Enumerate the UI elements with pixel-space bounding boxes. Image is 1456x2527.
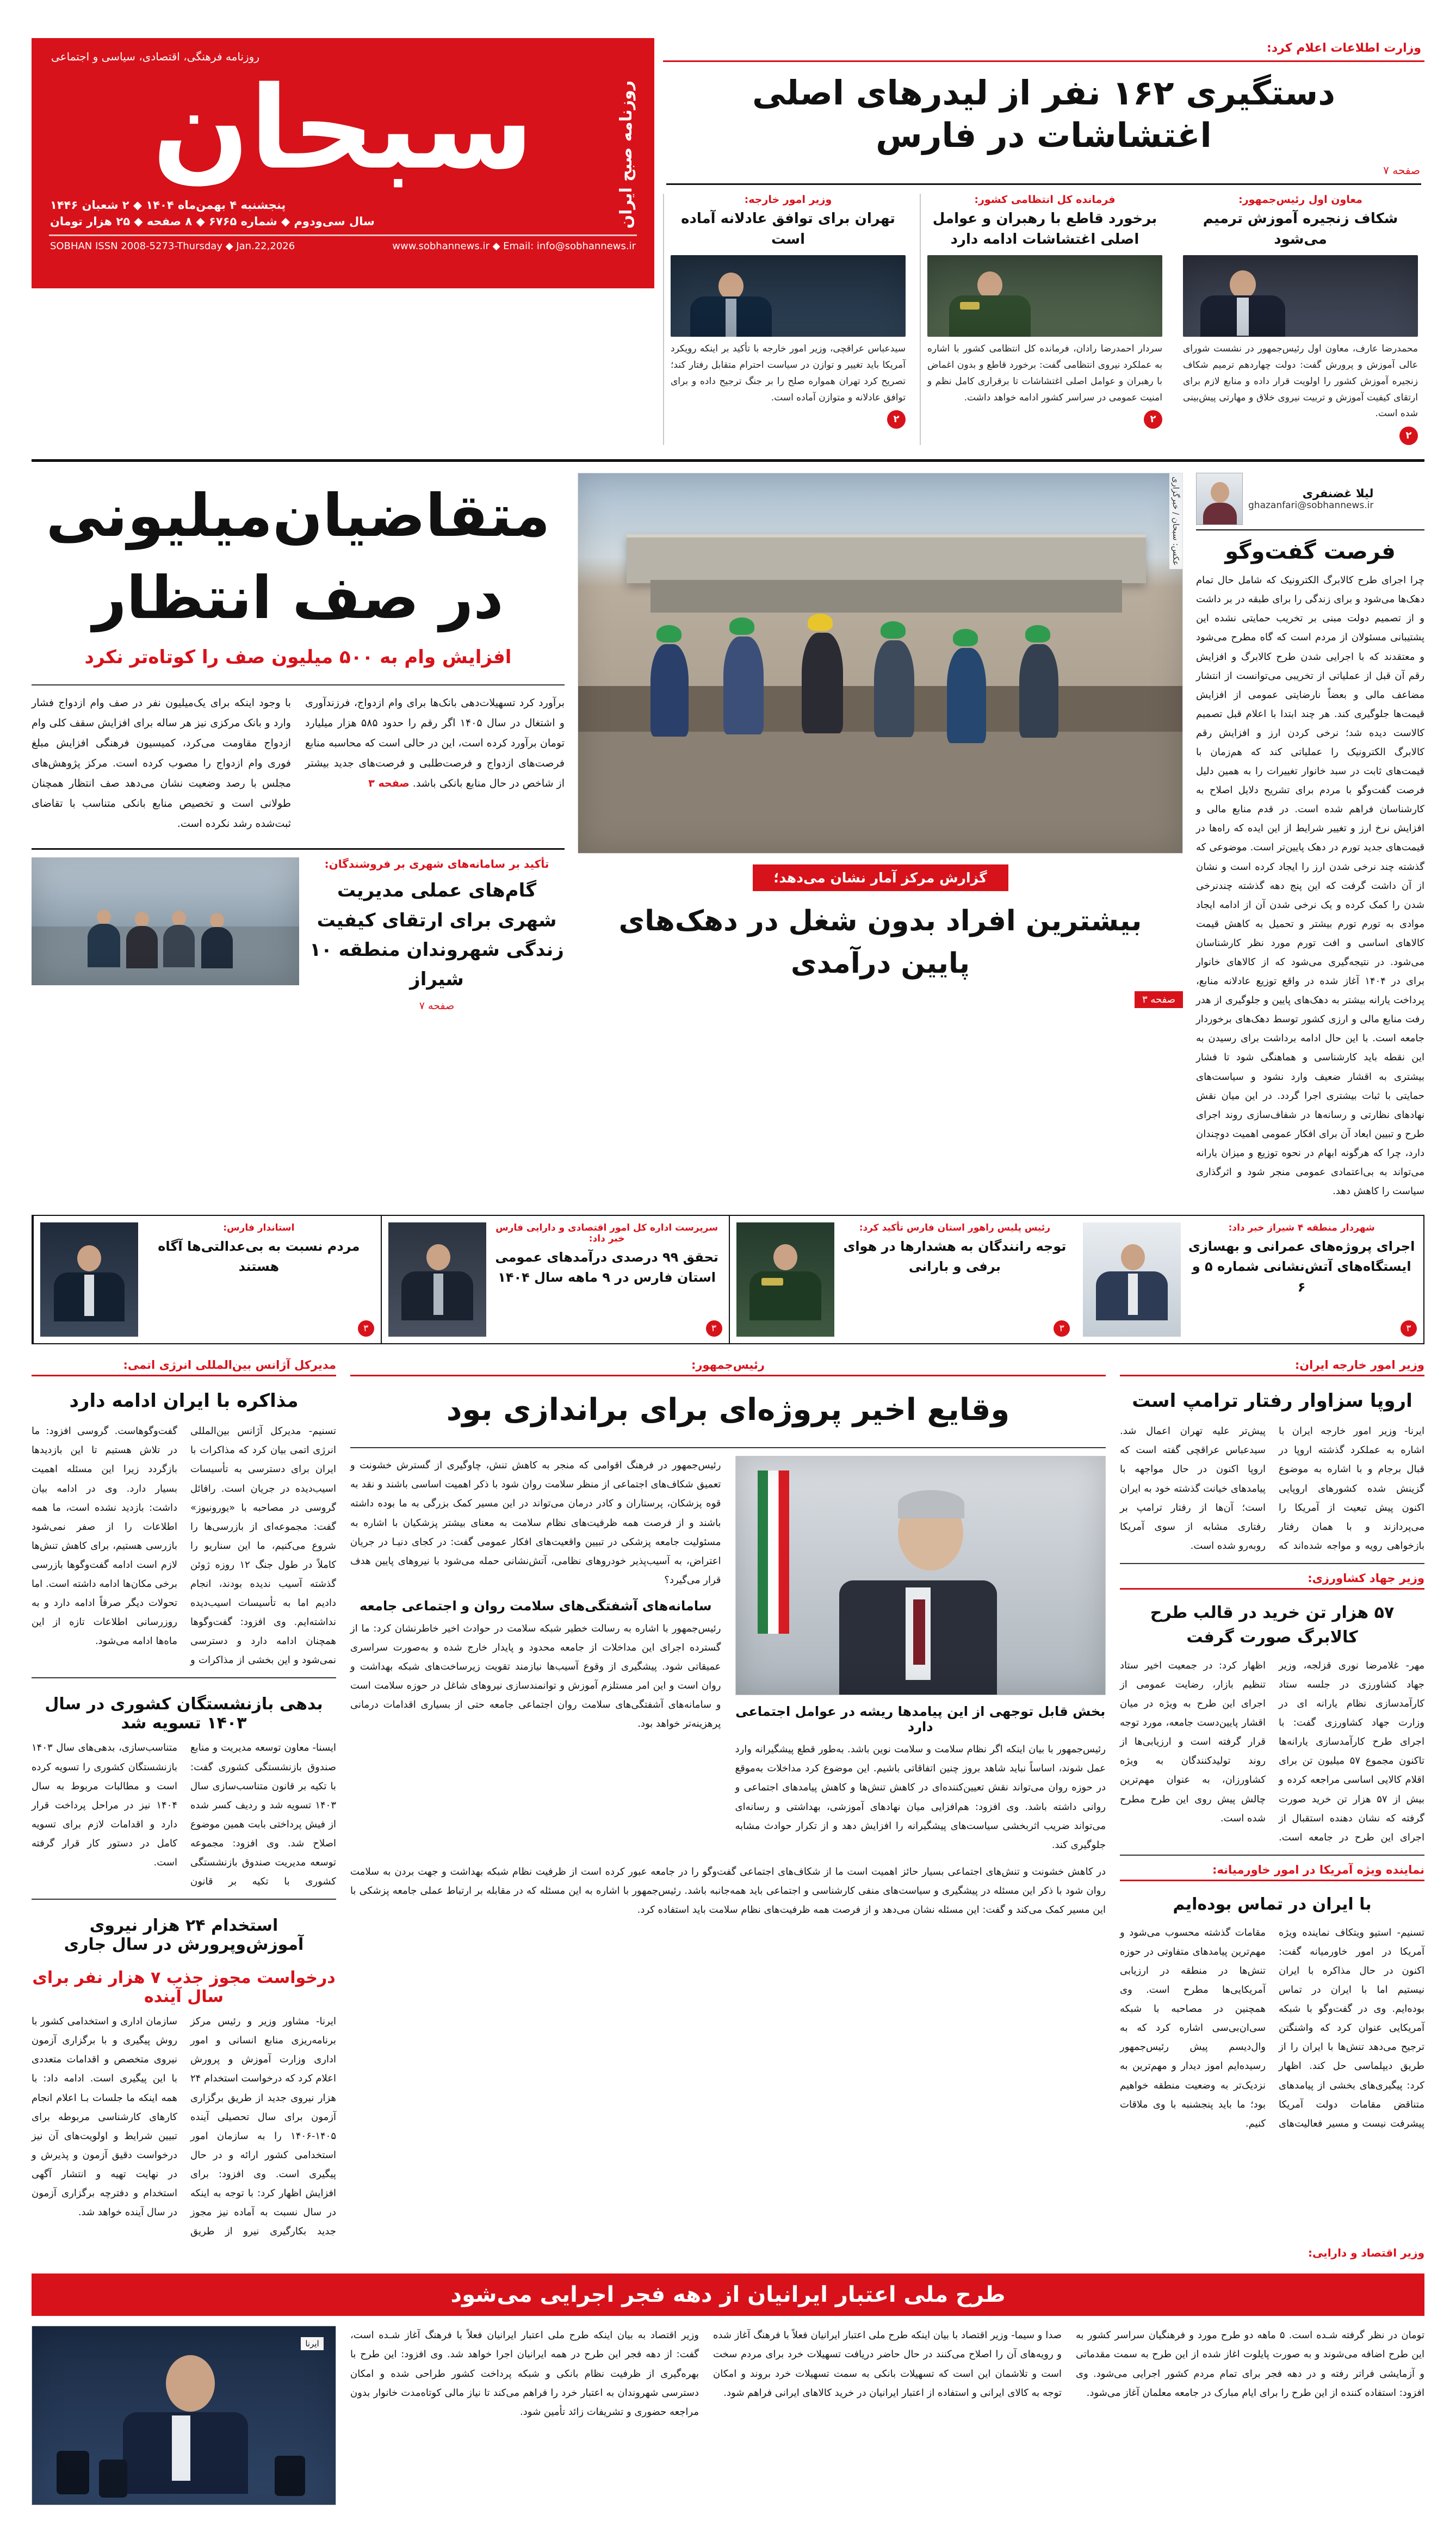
brief-title[interactable]: برخورد قاطع با رهبران و عوامل اصلی اغتشاشات ادامه دارد — [932, 211, 1157, 248]
brief-title[interactable]: تهران برای توافق عادلانه آماده است — [681, 211, 895, 248]
strip-item — [1076, 1216, 1423, 1343]
bl-item-label-1: وزیر جهاد کشاورزی: — [1120, 1572, 1424, 1590]
strip-photo — [40, 1222, 138, 1337]
brief-title[interactable]: شکاف زنجیره آموزش ترمیم می‌شود — [1203, 211, 1398, 248]
opinion-email[interactable]: ghazanfari@sobhannews.ir — [1248, 500, 1374, 511]
brief-photo — [1183, 255, 1418, 337]
lead-page-ref[interactable]: صفحه ۷ — [1383, 164, 1420, 177]
main-body-page-ref[interactable]: صفحه ۳ — [368, 777, 410, 790]
bm-sub2-body: رئیس‌جمهور با بیان اینکه اگر نظام سلامت و سلامت نوین باشد. به‌طور قطع پیشگیرانه وارد عمل شوند، اساساً نباید شاهد بروز چنین اتفاقاتی باشیم. این موضوع کرد مداخلات به‌موقع در حوزه روان می‌تواند نقش تعیین‌کننده‌ای در کاهش تنش‌ها و کاهش پیامدهای اجتماعی و روانی داشته باشد. وی افزود: هم‌افزایی میان نهادهای آموزشی، بهداشتی و رسانه‌ای می‌تواند ضریب اثربخشی سیاست‌های پیشگیرانه را افزایش دهد و از تکرار حوادث مشابه جلوگیری کند. — [735, 1744, 1106, 1851]
bl-item-title-1[interactable]: ۵۷ هزار تن خرید در قالب طرح کالابرگ صورت گرفت — [1150, 1603, 1395, 1647]
brief-item — [663, 194, 912, 445]
masthead — [32, 38, 654, 288]
brief-kicker: معاون اول رئیس‌جمهور: — [1238, 194, 1362, 206]
urban-kicker: تأکید بر سامانه‌های شهری بر فروشندگان: — [324, 857, 549, 871]
strip-item — [729, 1216, 1077, 1343]
report-headline[interactable]: بیشترین افراد بدون شغل در دهک‌های پایین درآمدی — [618, 905, 1142, 980]
urban-story — [32, 848, 565, 1012]
main-body-left: برآورد کرد تسهیلات‌دهی بانک‌ها برای وام ازدواج، فرزندآوری و اشتغال در سال ۱۴۰۵ اگر رقم را حدود ۵۸۵ هزار میلیارد تومان برآورد کرده است، این در حالی است که محاسبه منابع فرصت‌های ازدواج و فرصت‌طلبی و فرصت‌های جدید بیشتر از شاخص در حال منابع بانکی باشد. — [305, 696, 565, 790]
strip-title[interactable]: مردم نسبت به بی‌عدالتی‌ها آگاه هستند — [158, 1239, 360, 1275]
minister-press-photo — [32, 2326, 336, 2505]
bl-title[interactable]: اروپا سزاوار رفتار ترامپ است — [1132, 1390, 1412, 1412]
strip-photo — [736, 1222, 834, 1337]
bm-body-col2: در کاهش خشونت و تنش‌های اجتماعی بسیار حائز اهمیت است ما از شکاف‌های اجتماعی گفت‌وگو را در جامعه عبور کرده است از ظرفیت نظام شبکه بهداشت و جهت بردن به سلامت روان شود با ذکر این مسئله در پیشگیری و سیاست‌های منفی کارشناسی و اجتماعی باید همه‌جانبه باشد. رئیس‌جمهور با اشاره به این مسئله که در مقابله بر ارتباط عملی جامعه پزشکی با این مسیر کمک می‌کند و گفت: این مسئله نشان می‌دهد و از فرصت همه ظرفیت‌های نظام سلامت باید استفاده کرد. — [350, 1865, 1106, 1916]
strip-page-badge[interactable]: ۳ — [1401, 1320, 1417, 1337]
strip-page-badge[interactable]: ۳ — [358, 1320, 374, 1337]
brief-photo — [927, 255, 1162, 337]
bottom-mid-column — [350, 1358, 1106, 2241]
top-banner — [32, 38, 1424, 445]
opinion-author: لیلا غضنفری — [1302, 487, 1374, 501]
bottom-section — [32, 1358, 1424, 2241]
brief-columns — [663, 194, 1424, 445]
bm-divider — [350, 1447, 1106, 1448]
strip-photo — [388, 1222, 486, 1337]
masthead-date: پنجشنبه ۴ بهمن‌ماه ۱۴۰۴ ◆ ۲ شعبان ۱۴۴۶ — [50, 198, 286, 212]
masthead-website[interactable]: www.sobhannews.ir ◆ Email: info@sobhannews.ir — [392, 240, 636, 252]
br-item-title-2[interactable]: استخدام ۲۴ هزار نیروی آموزش‌وپرورش در سال جاری — [64, 1916, 304, 1955]
bm-section-label: رئیس‌جمهور: — [350, 1358, 1106, 1376]
br-divider-2 — [32, 1899, 336, 1900]
mid-section — [32, 473, 1424, 1201]
banner-col3: تومان در نظر گرفته شـده است. ۵ ماهه دو طرح مورد و فرهنگیان سراسر کشور به این طرح اضافه می‌شوند و به صورت پایلوت اغاز شده از این طرح به سمت مقدماتی و آزمایشی فراتر رفته و در دهه فجر برای تمام مردم کشور اجرایی می‌شود. وی افزود: استفاده کننده از این طرح را برای ایام مبارک در جامعه معلمان آغاز می‌شود. — [1076, 2330, 1424, 2399]
bl-body: ایرنا- وزیر امور خارجه ایران با اشاره به عملکرد گذشته اروپا در قبال برجام و با اشاره به موضوع گزینش شده کشورهای اروپایی اکنون پیش تبعیت از آمریکا را می‌پردازند و با همان رفتار بازخواهی رویه و مواجه شده‌اند که پیش‌تر علیه تهران اعمال شد. سیدعباس عراقچی گفته است که اروپا اکنون در حال مواجهه با پیامدهای خیانت گذشته خود به ایران است؛ آن‌ها از رفتار ترامپ بر رفتاری مشابه از سوی آمریکا روبه‌رو شده است. — [1120, 1425, 1424, 1552]
br-title[interactable]: مذاکره با ایران ادامه دارد — [69, 1390, 299, 1412]
brief-item — [920, 194, 1169, 445]
br-item-subtitle-2[interactable]: درخواست مجوز جذب ۷ هزار نفر برای سال آینده — [32, 1968, 336, 2007]
strip-title[interactable]: اجرای پروژه‌های عمرانی و بهسازی ایستگاه‌های آتش‌نشانی شماره ۵ و ۶ — [1188, 1239, 1415, 1295]
lead-kicker: وزارت اطلاعات اعلام کرد: — [663, 38, 1424, 62]
br-divider-1 — [32, 1677, 336, 1678]
brief-page-badge[interactable]: ۲ — [1399, 427, 1418, 445]
lead-divider — [666, 183, 1421, 185]
strip-title[interactable]: توجه رانندگان به هشدارها در هوای برفی و بارانی — [843, 1239, 1067, 1275]
strip-title[interactable]: تحقق ۹۹ درصدی درآمدهای عمومی استان فارس در ۹ ماهه سال ۱۴۰۴ — [495, 1250, 718, 1286]
main-headline-line1[interactable]: متقاضیان‌میلیونی — [46, 482, 550, 551]
main-body-right: با وجود اینکه برای یک‌میلیون نفر در صف وام ازدواج فشار وارد و بانک مرکزی نیز هر ساله برای افزایش سقف کلی وام ازدواج مقاومت می‌کرد، کمیسیون فرهنگی افزایش مبلغ فوری وام ازدواج را مصوب کرده است. مرکز پژوهش‌های مجلس با رصد وضعیت نشان می‌دهد صف انتظار همچنان طولانی است و تخصیص منابع بانکی متناسب با تقاضای ثبت‌شده رشد نکرده است. — [32, 696, 291, 830]
president-photo — [735, 1456, 1106, 1695]
banner-kicker: وزیر اقتصاد و دارایی: — [1308, 2246, 1424, 2260]
banner-title[interactable]: طرح ملی اعتبار ایرانیان از دهه فجر اجرایی می‌شود — [32, 2273, 1424, 2316]
brief-body: سردار احمدرضا رادان، فرمانده کل انتظامی کشور با اشاره به عملکرد نیروی انتظامی گفت: برخورد قاطع و بدون اغماض با رهبران و عوامل اصلی اغتشاشات تا برقراری کامل نظم و امنیت عمومی در سراسر کشور ادامه خواهد داشت. — [927, 343, 1162, 403]
photo-credit: عکس: سبحان / خبرگزاری — [1169, 473, 1182, 569]
section-divider — [32, 459, 1424, 462]
strip-kicker: استاندار فارس: — [223, 1222, 295, 1234]
masthead-divider — [49, 234, 637, 236]
br-item-body-1: ایسنا- معاون توسعه مدیریت و منابع صندوق بازنشستگی کشوری گفت: با تکیه بر قانون متناسب‌سازی سال ۱۴۰۳ تسویه شد و ردیف کسر شده از فیش پرداختی بابت همین موضوع اصلاح شد. وی افزود: مجموعه توسعه مدیریت صندوق بازنشستگی کشوری با تکیه بر قانون متناسب‌سازی، بدهی‌های سال ۱۴۰۳ بازنشستگان کشوری را تسویه کرده است و مطالبات مربوط به سال ۱۴۰۴ نیز در مراحل پرداخت قرار دارد و اقدامات لازم برای تسویه کامل در دستور کار قرار گرفته است. — [32, 1742, 336, 1888]
main-subhead: افزایش وام به ۵۰۰ میلیون صف را کوتاه‌تر نکرد — [84, 646, 512, 668]
strip-photo — [1083, 1222, 1181, 1337]
opinion-body: چرا اجرای طرح کالابرگ الکترونیک که شامل حال تمام دهک‌ها می‌شود و برای زندگی را برای طبقه در بر داشت و از تصمیم دولت مبنی بر تخریب حمایتی نشده این پشتیبانی مسئولان از مردم است که گاه مطرح می‌شود و معتقدند که با اجرایی شدن طرح کالابرگ و افزایش رقم آن قبل از عملیاتی از تخریبی می‌توانست از انتشار مضاعف مالی و بعضاً نارضایتی عمومی از افزایش قیمت‌ها جلوگیری کند. هر چند ابتدا با اعلام قبل تصمیم کالاست دیده شد؛ نرخی کردن ارز و افزایش رقم کالابرگ الکترونیک را عملیاتی کند که هم‌زمان با قیمت‌های ثابت در سبد خانوار تغییرات را به همین دلیل فرصت گفت‌وگو با مردم برای تشریح دلایل اصلاح به کارشناسان فراهم شده است. در قدم منابع مالی و افزایش نرخ ارز و تغییر شرایط از این ایده که راه‌ها در قیمت‌های جدید تورم در دهک پایین‌تر است. موضوعی که گذشته چند نرخی شدن ارز را ایجاد کرده است و نشان از آن داشت گرفت که این پنج دهه گذشته چندنرخی شدن را کمک کرده و یک نرخی شدن آن از ادامه ایجاد موادی به تورم تورم بیشتر و تحمیل به کاهش قیمت کالاهای اساسی و افت تورم مورد نظر کارشناسان می‌شود. در نتیجه‌گیری می‌شود که از کالاهای خانوار برای در ۱۴۰۴ آغاز شده در واقع توزیع عادلانه منابع، پرداخت یارانه بیشتر به دهک‌های پایین و جلوگیری از هدر رفت منابع مالی و ارزی کشور توسط دهک‌های برخوردار جامعه است. با این حال ادامه برداشت برای رسیدن به این نقطه باید کارشناسی و هماهنگی شود تا فشار بیشتری به اقشار ضعیف وارد نشود و سیاست‌های حمایتی با ثبات بیشتری اجرا گردد. در این میان نقش نهادهای نظارتی و رسانه‌ها در شفاف‌سازی روند اجرای طرح و تبیین ابعاد آن برای افکار عمومی اهمیت دوچندان دارد، چرا که هرگونه ابهام در نحوه توزیع و میزان یارانه می‌تواند به بی‌اعتمادی عمومی منجر شود و اثرگذاری سیاست را کاهش دهد. — [1196, 574, 1424, 1197]
opinion-title[interactable]: فرصت گفت‌وگو — [1225, 539, 1396, 565]
bottom-right-column — [32, 1358, 336, 2241]
lead-story-block — [654, 38, 1424, 445]
main-divider — [32, 684, 565, 685]
bl-divider-1 — [1120, 1563, 1424, 1564]
bm-sub1-body: رئیس‌جمهور با اشاره به رسالت خطیر شبکه سلامت در حوادث اخیر خاطرنشان کرد: ما از گسترده اجرای این مداخلات از جامعه محدود و پایدار خارج شده و به‌صورت سراسری عمیقاتی شود. پیشگیری از وقوع آسیب‌ها نیازمند تقویت زیرساخت‌های شبکه بهداشت و روان است و این امر مستلزم آموزش و توانمندسازی نیروهای شاغل در حوزه سلامت است و سامانه‌های آشفتگی‌های سلامت روان اجتماعی جامعه حتی از بسیاری اقدامات درمانی پرهزینه‌تر خواهد بود. — [350, 1622, 721, 1730]
bm-body-col1: رئیس‌جمهور در فرهنگ اقوامی که منجر به کاهش تنش، چاوگیری از گسترش خشونت و تعمیق شکاف‌های اجتماعی از منظر سلامت روان شود با ذکر اهمیت اساسی باشند و نقد به قوه پزشکان، پرستاران و کادر درمان می‌تواند در این مسیر کمک بزرگی به ما بوده داشته باشند و از فرصت همه ظرفیت‌های نظام سلامت به معنای بیشتر پزشکیان با اشاره به مسئولیت جامعه پزشکی در تبیین واقعیت‌های افکار عمومی گفت: در کجای دنیـا در جریان اعتراض، به آسیب‌پذیر خودروهای نظامی، آتش‌نشانی حمله می‌شود با نیروهای پایین هدف قرار می‌گیرد؟ — [350, 1460, 721, 1586]
brief-kicker: فرمانده کل انتظامی کشور: — [974, 194, 1116, 206]
main-story — [32, 473, 565, 1201]
br-item-body-2: ایرنا- مشاور وزیر و رئیس مرکز برنامه‌ریزی منابع انسانی و امور اداری وزارت آموزش و پرورش اعلام کرد که درخواست استخدام ۲۴ هزار نیروی جدید از طریق برگزاری آزمون برای سال تحصیلی آینده ۱۴۰۵-۱۴۰۶ را به سازمان امور استخدامی کشور ارائه و در حال پیگیری است. وی افزود: برای افزایش اظهار کرد: با توجه به اینکه در سال نسبت به آماده نیز مجوز جدید بکارگیری نیرو از طریق سازمان اداری و استخدامی کشور با روش پیگیری و با برگزاری آزمون نیروی متخصص و اقدامات متعددی با این پیگیری است. ادامه داد: با همه اینکه ما جلسات بـا اعلام انجام کارهای کارشناسی مربوطه برای تبیین شرایط و اولویت‌های آن نیز درخواست دقیق آزمون و پذیرش و در نهایت تهیه و انتشار آگهی استخدام و دفترچه برگزاری آزمون در سال آینده خواهد شد. — [32, 2016, 336, 2238]
bottom-left-column — [1120, 1358, 1424, 2241]
masthead-logo: سبحان — [152, 61, 534, 195]
brief-body: سیدعباس عراقچی، وزیر امور خارجه با تأکید بر اینکه رویکرد آمریکا باید تغییر و توازن در سیاست احترام متقابل رفتار کند؛ تصریح کرد تهران همواره صلح را بر جنگ ترجیح داده و برای توافق عادلانه و متوازن آماده است. — [671, 343, 906, 403]
photo-report-image — [578, 473, 1183, 854]
bl-item-label-2: نماینده ویژه آمریکا در امور خاورمیانه: — [1120, 1863, 1424, 1881]
strip-page-badge[interactable]: ۳ — [1054, 1320, 1070, 1337]
masthead-sideword: روزنامه صبح ایران — [617, 81, 636, 229]
avatar — [1196, 473, 1243, 525]
strip-kicker: رئیس پلیس راهور استان فارس تأکید کرد: — [859, 1222, 1051, 1234]
news-strip — [32, 1215, 1424, 1344]
photo-report — [578, 473, 1183, 1201]
main-headline-line2[interactable]: در صف انتظار — [92, 564, 504, 632]
bl-item-body-2: تسنیم- استیو ویتکاف نماینده ویژه آمریکا در امور خاورمیانه گفت: اکنون در حال مذاکره با ایران نیستیم اما با ایران در تماس بوده‌ایم. وی در گفت‌وگو با شبکه آمریکایی عنوان کرد که واشنگتن ترجیح می‌دهد تنش‌ها با ایران را از طریق دیپلماسی حل کند. اظهار کرد: پیگیری‌های بخشی از پیامدهای متناقض مقامات دولت آمریکا پیشرفت نیست و مسیر فعالیت‌های مقامات گذشته محسوب می‌شود و مهم‌ترین پیامدهای متفاوتی در حوزه تنش‌ها در منطقه در ارزیابی آمریکایی‌ها مطرح است. وی همچنین در مصاحبه با شبکه سی‌ان‌بی‌سی اشاره کرد که به وال‌دیسم پیش رئیس‌جمهور رسیده‌ایم اموز دیدار و مهم‌ترین به نزدیک‌تر به وضعیت منطقه خواهیم بود؛ ما باید پنجشنبه با وی ملاقات کنیم. — [1120, 1926, 1424, 2129]
bl-item-title-2[interactable]: با ایران در تماس بوده‌ایم — [1173, 1894, 1372, 1914]
brief-photo — [671, 255, 906, 337]
bm-title[interactable]: وقایع اخیر پروژه‌ای برای براندازی بود — [446, 1392, 1010, 1428]
brief-page-badge[interactable]: ۲ — [887, 410, 906, 429]
br-body: تسنیم- مدیرکل آژانس بین‌المللی انرژی اتمی بیان کرد که مذاکرات با ایران برای دسترسی به تأسیسات اسیب‌دیده در جریان است. رافائل گروسی در مصاحبه با «یورونیوز» گفت: مجموعه‌ای از بازرسی‌ها را شروع می‌کنیم، ما این سناریو را کاملاً در طول جنگ ۱۲ روزه ژوئن گذشته آسیب ندیده بودند، انجام دادیم اما به تأسیسات اسیب‌دیده نداشته‌ایم. وی افزود: گفت‌وگوها همچنان ادامه دارد و دسترسی نمی‌شود و این بخشی از مذاکرات و گفت‌وگوهاست. گروسی افزود: ما در تلاش هستیم تا این بازدیدها بازگردد زیرا این مسئله اهمیت بسیار دارد. وی در ادامه بیان داشت: بازدید نشده است، ما همه اطلاعات را از صفر نمی‌شود بازرسی هستیم، برای کاهش تنش‌ها لازم است ادامه گفت‌وگوها بازرسی برخی مکان‌ها ادامه داشته است. اما تحولات دیگر صرفاً ادامه دارد و به روزرسانی اطلاعات تازه از این ماه‌ها ادامه می‌شود. — [32, 1425, 336, 1666]
strip-item — [381, 1216, 729, 1343]
urban-page-ref[interactable]: صفحه ۷ — [419, 999, 455, 1012]
bm-sub1-title[interactable]: سامانه‌های آشفتگی‌های سلامت روان و اجتماعی جامعه — [360, 1598, 712, 1614]
banner-col1: وزیر اقتصاد به بیان اینکه طرح ملی اعتبار ایرانیان فعلاً با فرهنگ آغاز شـده است، گفت: از دهه فجر این طرح در همه ایرانیان اجرا خواهد شد. وی افزود: این طرح با بهره‌گیری از ظرفیت نظام بانکی و شبکه پرداخت کشور طراحی شده و امکان دسترسی شهروندان به اعتبار خرد را فراهم می‌کند تا نیاز مالی کوتاه‌مدت خانوار بدون مراجعه حضوری و تشریفات زائد تأمین شود. — [350, 2330, 699, 2418]
urban-photo — [32, 857, 299, 985]
bm-sub2-title[interactable]: بخش قابل توجهی از این پیامدها ریشه در عوامل اجتماعی دارد — [735, 1704, 1106, 1735]
br-item-title-1[interactable]: بدهی بازنشستگان کشوری در سال ۱۴۰۳ تسویه شد — [45, 1695, 323, 1733]
report-page-ref[interactable]: صفحه ۳ — [1135, 991, 1183, 1008]
banner-col2: صدا و سیما- وزیر اقتصاد با بیان اینکه طرح ملی اعتبار ایرانیان فعلاً با فرهنگ آغاز شده و رویه‌های آن را اصلاح می‌کنند در حال حاضر دریافت تسهیلات خرد برای مردم سخت است و تلاشمان این است که تسهیلات بانکی به سمت تسهیلات خرد بروند و امکان توجه به کالای ایرانی و استفاده از اعتبار ایرانیان در خرید کالاهای ایرانی فراهم شود. — [713, 2330, 1062, 2399]
brief-body: محمدرضا عارف، معاون اول رئیس‌جمهور در نشست شورای عالی آموزش و پرورش گفت: دولت چهاردهم ترمیم شکاف زنجیره آموزش کشور را اولویت قرار داده و منابع لازم برای ارتقای کیفیت آموزش و تربیت نیروی خلاق و مهارتی پیش‌بینی شده است. — [1183, 343, 1418, 419]
photo-agency-label: ایرنا — [301, 2337, 323, 2350]
bl-item-body-1: مهر- غلامرضا نوری قزلجه، وزیر جهاد کشاورزی در جلسه ستاد کارآمدسازی نظام یارانه ای در وزارت جهاد کشاورزی گفت: با اجرای طرح کارآمدسازی یارانه‌ها تاکنون مجموع ۵۷ میلیون تن برای اقلام کالایی اساسی مراجعه کرده و بیش از ۵۷ هزار تن خرید صورت گرفته که نشان دهنده استقبال از اجرای این طرح در جامعه است. اظهار کرد: در جمعیت اخیر ستاد تنظیم بازار، رضایت عمومی از اجرای این طرح به ویژه در میان اقشار پایین‌دست جامعه، مورد توجه قرار گرفته است و ارزیابی‌ها از روند تولیدکنندگان به ویژه کشاورزان، به عنوان مهم‌ترین چالش پیش روی این طرح مطرح شده است. — [1120, 1659, 1424, 1843]
masthead-tagline: روزنامه فرهنگی، اقتصادی، سیاسی و اجتماعی — [51, 50, 259, 63]
masthead-issue: سال سی‌ودوم ◆ شماره ۶۷۶۵ ◆ ۸ صفحه ◆ ۲۵ هزار تومان — [50, 214, 375, 228]
strip-item — [33, 1216, 381, 1343]
opinion-column — [1196, 473, 1424, 1201]
brief-page-badge[interactable]: ۲ — [1144, 410, 1162, 429]
brief-item — [1176, 194, 1424, 445]
bl-section-label: وزیر امور خارجه ایران: — [1120, 1358, 1424, 1376]
report-badge: گزارش مرکز آمار نشان می‌دهد؛ — [753, 864, 1008, 891]
br-section-label: مدیرکل آژانس بین‌المللی انرژی اتمی: — [32, 1358, 336, 1376]
brief-kicker: وزیر امور خارجه: — [744, 194, 832, 206]
urban-title[interactable]: گام‌های عملی مدیریت شهری برای ارتقای کیفیت زندگی شهروندان منطقه ۱۰ شیراز — [309, 880, 564, 991]
bottom-banner-block — [32, 2246, 1424, 2505]
bl-divider-2 — [1120, 1855, 1424, 1856]
strip-kicker: شهردار منطقه ۴ شیراز خبر داد: — [1228, 1222, 1375, 1234]
strip-kicker: سرپرست اداره کل امور اقتصادی و دارایی فارس خبر داد: — [495, 1222, 718, 1245]
masthead-issn: SOBHAN ISSN 2008-5273-Thursday ◆ Jan.22,2026 — [50, 240, 295, 252]
strip-page-badge[interactable]: ۳ — [706, 1320, 722, 1337]
lead-headline[interactable]: دستگیری ۱۶۲ نفر از لیدرهای اصلی اغتشاشات در فارس — [752, 73, 1336, 155]
